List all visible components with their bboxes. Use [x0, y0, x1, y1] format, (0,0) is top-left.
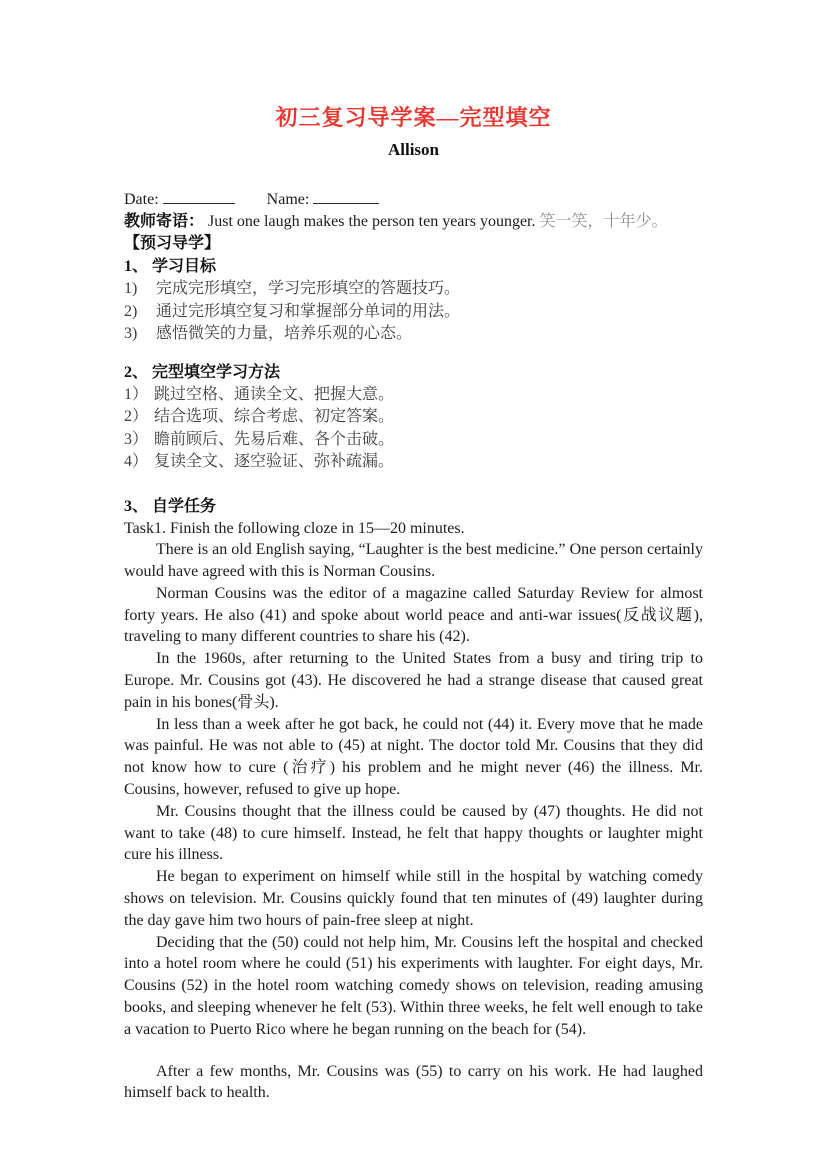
list-marker: 3) — [124, 325, 138, 342]
passage-paragraph: He began to experiment on himself while still in the hospital by watching comedy shows on television. Mr. Cousins quickly found that ten minutes of (49) laughter during the day gave him two hours of pain-free sleep at night. — [124, 868, 703, 929]
task-instruction: Task1. Finish the following cloze in 15—20 minutes. — [124, 519, 465, 537]
passage-paragraph: There is an old English saying, “Laughter is the best medicine.” One person certainly would have agreed with this is Norman Cousins. — [124, 541, 703, 581]
author-name: Allison — [387, 140, 440, 159]
goal-item — [124, 301, 703, 324]
list-marker: 4） — [124, 453, 149, 470]
name-blank — [313, 188, 379, 204]
method-item — [124, 429, 703, 452]
cloze-passage — [124, 518, 703, 1105]
list-text: 结合选项、综合考虑、初定答案。 — [154, 408, 395, 425]
list-text: 通过完形填空复习和掌握部分单词的用法。 — [156, 302, 461, 320]
passage-paragraph: In the 1960s, after returning to the United States from a busy and tiring trip to Europe. Mr. Cousins got (43). He discovered he had a strange disease that caused great pain in his bones(骨头). — [124, 650, 703, 711]
name-label: Name: — [266, 191, 310, 208]
list-text: 感悟微笑的力量，培养乐观的心态。 — [156, 325, 413, 342]
goal-item — [124, 323, 703, 346]
section-heading-goals: 1、 学习目标 — [124, 258, 217, 275]
list-text: 完成完形填空，学习完形填空的答题技巧。 — [156, 280, 461, 297]
list-marker: 2) — [124, 302, 138, 320]
teacher-note-line — [124, 211, 703, 233]
passage-paragraph: Norman Cousins was the editor of a magazine called Saturday Review for almost forty years. He also (41) and spoke about world peace and anti-war issues(反战议题), traveling to many different countries to share his (42). — [124, 584, 703, 646]
date-name-line — [124, 188, 703, 211]
section-heading-methods: 2、 完型填空学习方法 — [124, 363, 281, 381]
list-marker: 1） — [124, 385, 149, 403]
list-marker: 1) — [124, 280, 138, 297]
section-heading-tasks: 3、 自学任务 — [124, 497, 217, 515]
teacher-note-label: 教师寄语： — [124, 213, 205, 230]
passage-paragraph: Mr. Cousins thought that the illness could be caused by (47) thoughts. He did not want to take (48) to cure himself. Instead, he felt that happy thoughts or laughter might cure his illness. — [124, 802, 703, 864]
list-text: 复读全文、逐空验证、弥补疏漏。 — [154, 453, 395, 470]
teacher-note-english: Just one laugh makes the person ten years younger. — [208, 213, 536, 230]
list-text: 瞻前顾后、先易后难、各个击破。 — [154, 430, 395, 448]
page-title: 初三复习导学案—完型填空 — [275, 105, 552, 130]
method-item — [124, 451, 703, 474]
passage-final-paragraph: After a few months, Mr. Cousins was (55) to carry on his work. He had laughed himself back to health. — [124, 1062, 703, 1102]
method-item — [124, 384, 703, 407]
passage-paragraph: Deciding that the (50) could not help him, Mr. Cousins left the hospital and checked into a hotel room where he could (51) his experiments with laughter. For eight days, Mr. Cousins (52) in the hotel room watching comedy shows on television, reading amusing books, and sleeping whenever he felt (53). Within three weeks, he felt well enough to take a vacation to Puerto Rico where he began running on the beach for (54). — [124, 933, 703, 1038]
method-item — [124, 406, 703, 429]
list-marker: 3） — [124, 430, 149, 448]
goal-item — [124, 278, 703, 301]
date-label: Date: — [124, 191, 159, 208]
list-text: 跳过空格、通读全文、把握大意。 — [154, 385, 395, 403]
preview-section-heading: 【预习导学】 — [124, 235, 221, 252]
teacher-note-chinese: 笑一笑，十年少。 — [539, 213, 668, 230]
date-blank — [163, 188, 235, 204]
passage-paragraph: In less than a week after he got back, he could not (44) it. Every move that he made was painful. He was not able to (45) at night. The doctor told Mr. Cousins that they did not know how to cure (治疗) his problem and he might never (46) the illness. Mr. Cousins, however, refused to give up hope. — [124, 715, 703, 799]
list-marker: 2） — [124, 408, 149, 425]
